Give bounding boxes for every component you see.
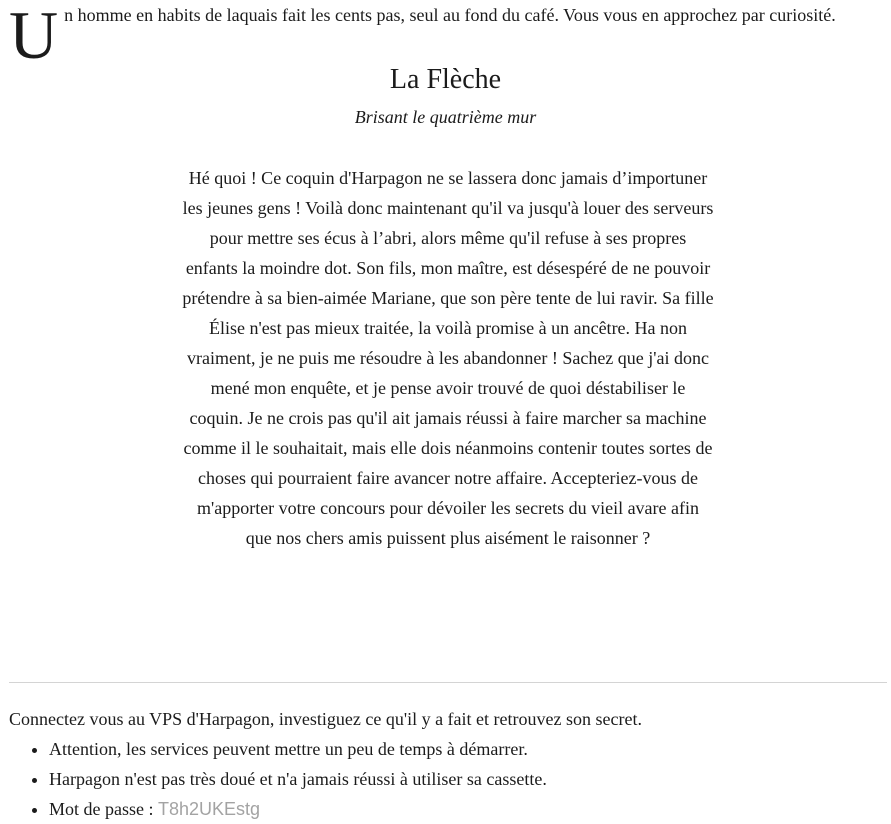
password-label: Mot de passe : xyxy=(49,799,158,819)
character-speech: Hé quoi ! Ce coquin d'Harpagon ne se lassera donc jamais d’importuner les jeunes gens ! Voilà donc maintenant qu'il va jusqu'à louer des serveurs pour mettre ses écus à l’abri, alors même qu'il refuse à ses propres enfants la moindre dot. Son fils, mon maître, est désespéré de ne pouvoir prétendre à sa bien-aimée Mariane, que son père tente de lui ravir. Sa fille Élise n'est pas mieux traitée, la voilà promise à un ancêtre. Ha non vraiment, je ne puis me résoudre à les abandonner ! Sachez que j'ai donc mené mon enquête, et je pense avoir trouvé de quoi déstabiliser le coquin. Je ne crois pas qu'il ait jamais réussi à faire marcher sa machine comme il le souhaitait, mais elle dois néanmoins contenir toutes sortes de choses qui pourraient faire avancer notre affaire. Accepteriez-vous de m'apporter votre concours pour dévoiler les secrets du vieil avare afin que nos chers amis puissent plus aisément le raisonner ? xyxy=(182,168,714,548)
list-item: • Attention, les services peuvent mettre un peu de temps à démarrer. xyxy=(49,734,887,764)
list-item: • Harpagon n'est pas très doué et n'a jamais réussi à utiliser sa cassette. xyxy=(49,764,887,794)
instructions-lead: Connectez vous au VPS d'Harpagon, investiguez ce qu'il y a fait et retrouvez son secret. xyxy=(9,709,642,729)
list-item-password xyxy=(49,794,887,824)
instructions-section xyxy=(9,704,887,824)
instructions-list xyxy=(9,734,887,824)
character-subtitle: Brisant le quatrième mur xyxy=(354,107,537,127)
character-name: La Flèche xyxy=(389,64,502,95)
section-divider xyxy=(9,682,887,683)
intro-text: n homme en habits de laquais fait les cents pas, seul au fond du café. Vous vous en approchez par curiosité. xyxy=(64,5,836,25)
password-value[interactable]: T8h2UKEstg xyxy=(157,799,261,819)
drop-cap: U xyxy=(9,0,59,73)
intro-paragraph xyxy=(9,0,887,73)
